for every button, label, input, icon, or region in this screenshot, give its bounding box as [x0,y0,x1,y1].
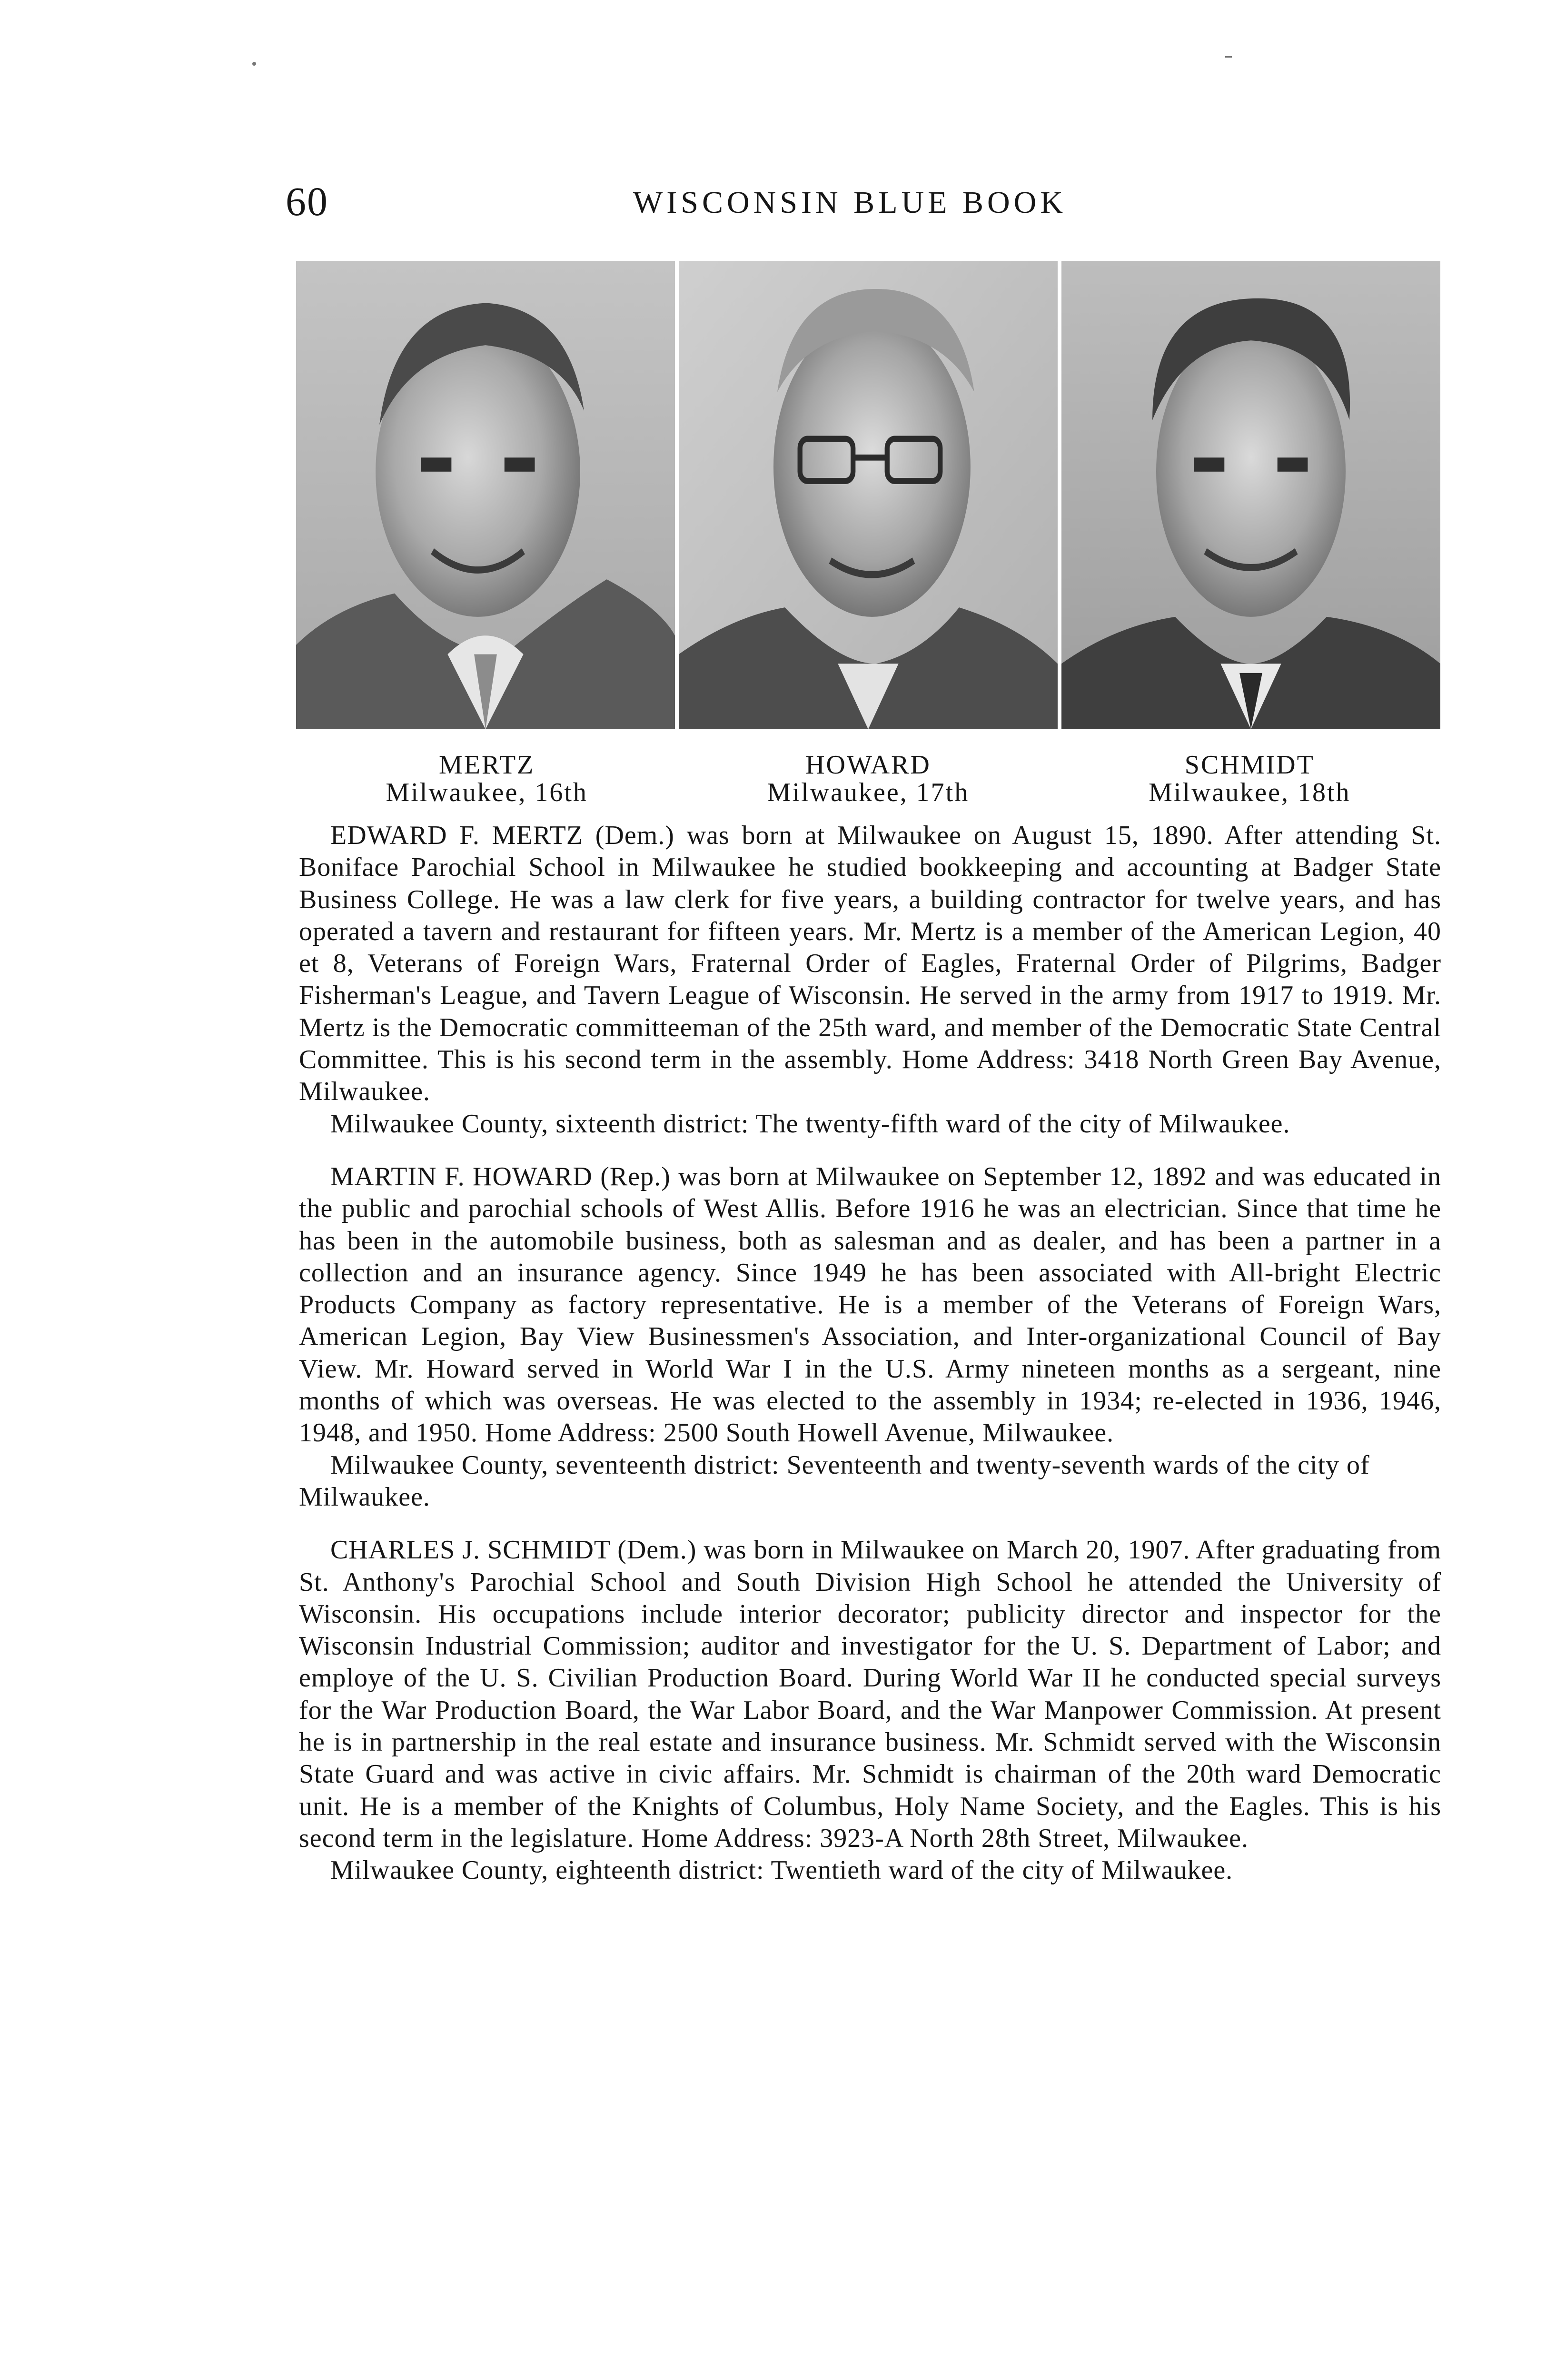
caption-howard [677,751,1059,808]
portrait-howard-image [679,261,1058,729]
caption-district: Milwaukee, 16th [386,778,588,807]
portrait-schmidt-image [1061,261,1440,729]
caption-mertz [296,751,677,808]
bio-schmidt-district: Milwaukee County, eighteenth district: Twentieth ward of the city of Milwaukee. [330,1855,1233,1885]
scan-speck [252,62,256,66]
page-header [286,175,1437,228]
bio-mertz-paragraph: EDWARD F. MERTZ (Dem.) was born at Milwaukee on August 15, 1890. After attending St. Boniface Parochial School in Milwaukee he studied bookkeeping and accounting at Badger State Business College. He was a law clerk for five years, a building contractor for twelve years, and has operated a tavern and restaurant for fifteen years. Mr. Mertz is a member of the American Legion, 40 et 8, Veterans of Foreign Wars, Fraternal Order of Eagles, Fraternal Order of Pilgrims, Badger Fisherman's League, and Tavern League of Wisconsin. He served in the army from 1917 to 1919. Mr. Mertz is the Democratic committeeman of the 25th ward, and member of the Democratic State Central Committee. This is his second term in the assembly. Home Address: 3418 North Green Bay Avenue, Milwaukee. [299,821,1441,1107]
bio-howard-paragraph: MARTIN F. HOWARD (Rep.) was born at Milwaukee on September 12, 1892 and was educated in the public and parochial schools of West Allis. Before 1916 he was an electrician. Since that time he has been in the automobile business, both as salesman and as dealer, and has been a partner in a collection and an insurance agency. Since 1949 he has been associated with All-bright Electric Products Company as factory representative. He is a member of the Veterans of Foreign Wars, American Legion, Bay View Businessmen's Association, and Inter-organizational Council of Bay View. Mr. Howard served in World War I in the U.S. Army nineteen months as a sergeant, nine months of which was overseas. He was elected to the assembly in 1934; re-elected in 1936, 1946, 1948, and 1950. Home Address: 2500 South Howell Avenue, Milwaukee. [299,1161,1441,1448]
portrait-photo-schmidt [1061,261,1440,729]
portrait-photo-howard [679,261,1058,729]
portrait-mertz-image [296,261,675,729]
caption-district: Milwaukee, 18th [1149,778,1351,807]
caption-name: SCHMIDT [1184,750,1315,780]
caption-district: Milwaukee, 17th [767,778,970,807]
scan-speck [1225,56,1232,58]
bio-schmidt-paragraph: CHARLES J. SCHMIDT (Dem.) was born in Milwaukee on March 20, 1907. After graduating from St. Anthony's Parochial School and South Division High School he attended the University of Wisconsin. His occupations include interior decorator; publicity director and inspector for the Wisconsin Industrial Commission; auditor and investigator for the U. S. Department of Labor; and employe of the U. S. Civilian Production Board. During World War II he conducted special surveys for the War Production Board, the War Labor Board, and the War Manpower Commission. At present he is in partnership in the real estate and insurance business. Mr. Schmidt served with the Wisconsin State Guard and was active in civic affairs. Mr. Schmidt is chairman of the 20th ward Democratic unit. He is a member of the Knights of Columbus, Holy Name Society, and the Eagles. This is his second term in the legislature. Home Address: 3923-A North 28th Street, Milwaukee. [299,1535,1441,1853]
caption-name: MERTZ [438,750,535,780]
caption-schmidt [1059,751,1440,808]
bio-mertz-district: Milwaukee County, sixteenth district: The twenty-fifth ward of the city of Milwaukee. [330,1109,1290,1139]
portrait-strip [296,261,1440,729]
biographies [299,820,1441,1887]
page-number: 60 [286,178,328,224]
portrait-photo-mertz [296,261,675,729]
running-head: WISCONSIN BLUE BOOK [633,185,1067,220]
bio-howard-district: Milwaukee County, seventeenth district: Seventeenth and twenty-seventh wards of the city of Milwaukee. [299,1450,1370,1512]
portrait-captions [296,751,1440,808]
caption-name: HOWARD [805,750,931,780]
